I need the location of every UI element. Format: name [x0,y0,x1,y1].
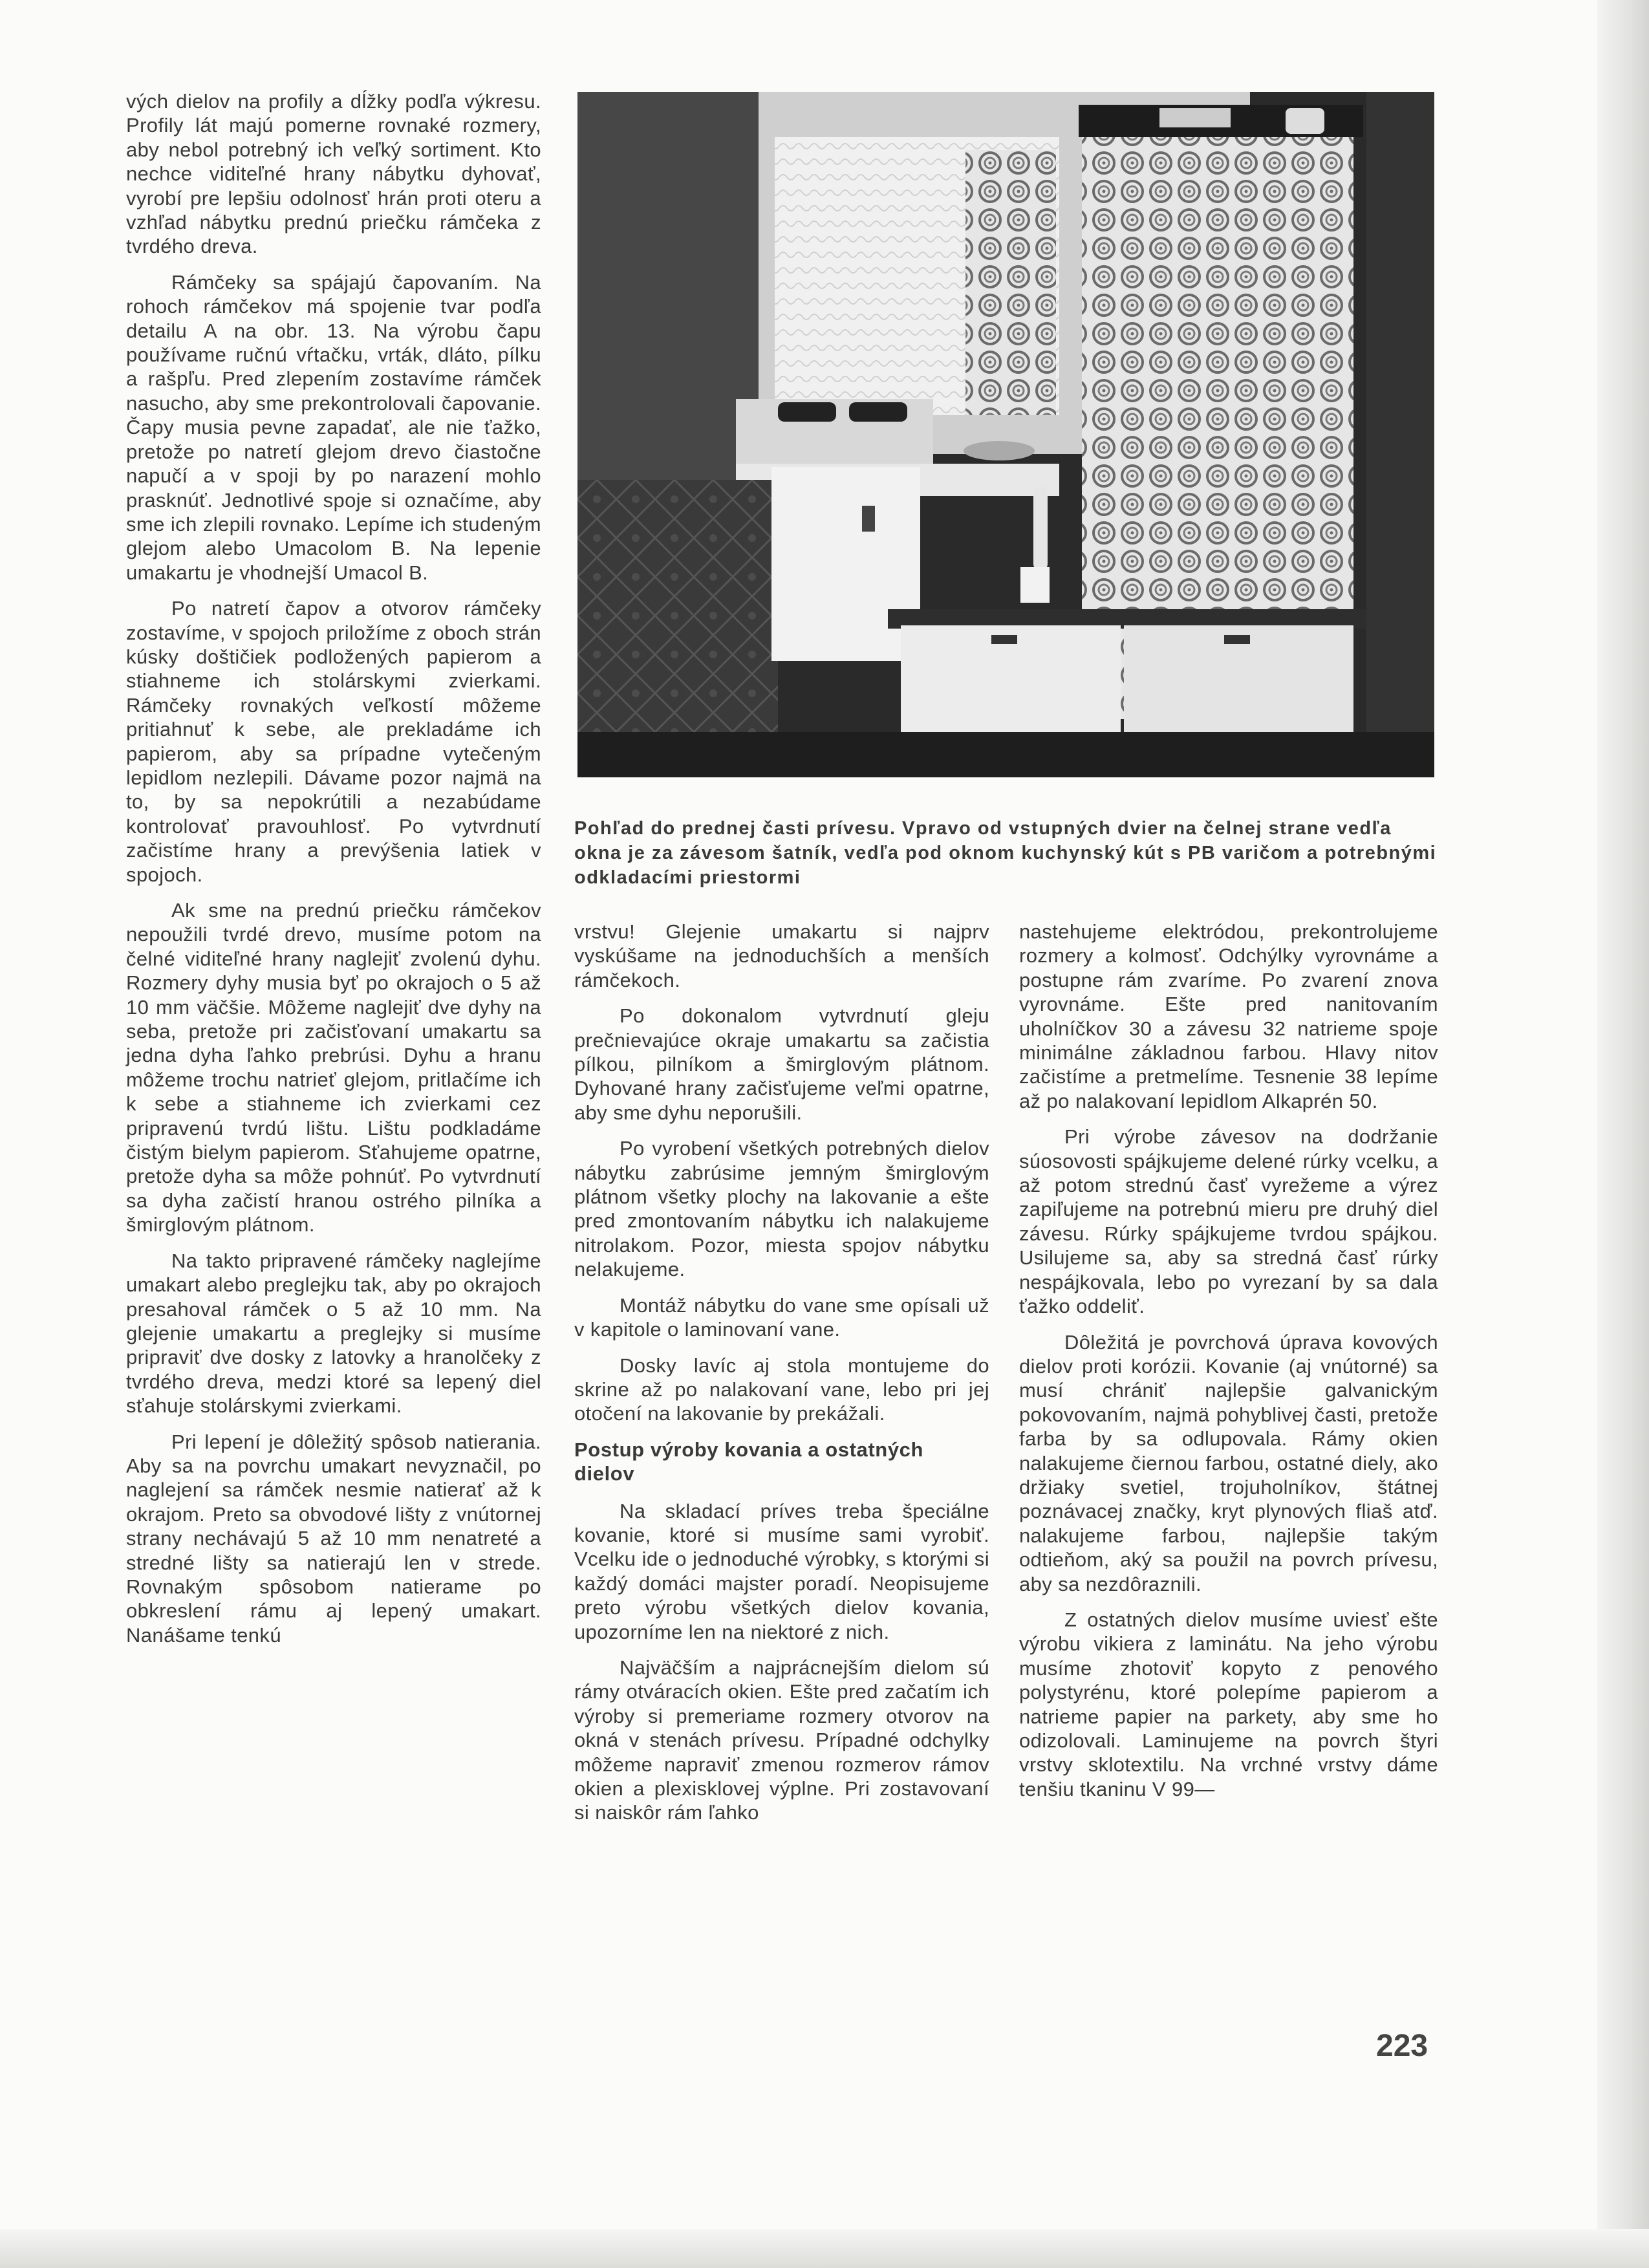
column-right [1019,920,1438,1801]
paragraph: Pri výrobe závesov na dodržanie súosovosti spájkujeme delené rúrky vcelku, a až potom strednú časť vyrežeme a výrez zapiľujeme na potrebnú mieru pre druhý diel závesu. Rúrky spájkujeme tvrdou spájkou. Usilujeme sa, aby sa stredná časť rúrky nespájkovala, lebo po vyrezaní by sa dala ťažko oddeliť. [1019,1125,1438,1318]
photo-caption: Pohľad do prednej časti prívesu. Vpravo od vstupných dvier na čelnej strane vedľa okna je za závesom šatník, vedľa pod oknom kuchynský kút s PB varičom a potrebnými odkladacími priestormi [574,818,1437,888]
paragraph: vých dielov na profily a dĺžky podľa výkresu. Profily lát majú pomerne rovnaké rozmery, aby nebol potrebný ich veľký sortiment. Kto nechce viditeľné hrany nábytku dyhovať, vyrobí pre lepšiu odolnosť hrán proti oteru a vzhľad nábytku prednú priečku rámčeka z tvrdého dreva. [126,90,541,258]
section-heading: Postup výroby kovania a ostatných dielov [574,1438,924,1485]
paragraph: Z ostatných dielov musíme uviesť ešte výrobu vikiera z laminátu. Na jeho výrobu musíme zhotoviť kopyto z penového polystyrénu, ktoré polepíme papierom a natrieme papier na parkety, aby sme ho odizolovali. Laminujeme na povrch štyri vrstvy sklotextilu. Na vrchné vrstvy dáme tenšiu tkaninu V 99— [1019,1608,1438,1800]
column-left [126,89,541,1647]
paragraph: Najväčším a najprácnejším dielom sú rámy otváracích okien. Ešte pred začatím ich výroby si premeriame rozmery otvorov na okná v stenách prívesu. Prípadné odchylky môžeme napraviť zmenou rozmerov rámov okien a plexisklovej výplne. Pri zostavovaní si naiskôr rám ľahko [574,1656,989,1824]
paragraph: Pri lepení je dôležitý spôsob natierania. Aby sa na povrchu umakart nevyznačil, po naglejení sa rámček nesmie natierať až k okrajom. Preto sa obvodové lišty z vnútornej strany nechávajú 5 až 10 mm nenatreté a stredné lišty sa natierajú len v strede. Rovnakým spôsobom natierame po obkreslení rámu aj lepený umakart. Nanášame tenkú [126,1430,541,1647]
paragraph: Na takto pripravené rámčeky naglejíme umakart alebo preglejku tak, aby po okrajoch presahoval rámček o 5 až 10 mm. Na glejenie umakartu a preglejky si musíme pripraviť dve dosky z latovky a hranolčeky z tvrdého dreva, medzi ktoré sa lepený diel sťahuje stolárskymi zvierkami. [126,1249,541,1418]
paragraph: nastehujeme elektródou, prekontrolujeme rozmery a kolmosť. Odchýlky vyrovnáme a postupne rám zvaríme. Po zvarení znova vyrovnáme. Ešte pred nanitovaním uholníčkov 30 a závesu 32 natrieme spoje minimálne základnou farbou. Hlavy nitov začistíme a pretmelíme. Tesnenie 38 lepíme až po nalakovaní lepidlom Alkaprén 50. [1019,920,1438,1112]
paragraph: Montáž nábytku do vane sme opísali už v kapitole o laminovaní vane. [574,1293,989,1341]
page-number: 223 [1376,2029,1428,2063]
paragraph: Na skladací príves treba špeciálne kovanie, ktoré si musíme sami vyrobiť. Vcelku ide o jednoduché výrobky, s ktorými si každý domáci majster poradí. Neopisujeme preto výrobu všetkých dielov kovania, upozorníme len na niektoré z nich. [574,1499,989,1643]
page-bottom-edge [0,2229,1649,2268]
photo-illustration [577,92,1434,777]
paragraph: Dôležitá je povrchová úprava kovových dielov proti korózii. Kovanie (aj vnútorné) sa musí chrániť najlepšie galvanickým pokovovaním, najmä pohyblivej časti, pretože farba by sa odlupovala. Rámy okien nalakujeme čiernou farbou, ostatné diely, ako držiaky svetiel, trojuholníkov, štátnej poznávacej značky, kryt plynových fliaš atď. nalakujeme farbou, najlepšie takým odtieňom, aký sa použil na povrch prívesu, aby sa nezdôraznili. [1019,1330,1438,1595]
column-middle [574,920,989,1825]
paragraph: vrstvu! Glejenie umakartu si najprv vyskúšame na jednoduchších a menších rámčekoch. [574,920,989,991]
paragraph: Po natretí čapov a otvorov rámčeky zostavíme, v spojoch priložíme z oboch strán kúsky doštičiek podložených papierom a stiahneme ich stolárskymi zvierkami. Rámčeky rovnakých veľkostí môžeme pritiahnuť k sebe, ale prekladáme ich papierom, aby sa prípadne vytečeným lepidlom nezlepili. Dávame pozor najmä na to, by sa nepokrútili a nezabúdame kontrolovať pravouhlosť. Po vytvrdnutí začistíme hrany a prevýšenia latiek v spojoch. [126,597,541,886]
page-edge-shadow [1597,0,1649,2268]
paragraph: Po vyrobení všetkých potrebných dielov nábytku zabrúsime jemným šmirglovým plátnom všetky plochy na lakovanie a ešte pred zmontovaním nábytku ich nalakujeme nitrolakom. Pozor, miesta spojov nábytku nelakujeme. [574,1137,989,1281]
paragraph: Rámčeky sa spájajú čapovaním. Na rohoch rámčekov má spojenie tvar podľa detailu A na obr. 13. Na výrobu čapu používame ručnú vŕtačku, vrták, dláto, pílku a rašpľu. Pred zlepením zostavíme rámček nasucho, aby sme prekontrolovali čapovanie. Čapy musia pevne zapadať, ale nie ťažko, pretože po natretí glejom drevo čiastočne napučí a v spoji by po narazení mohlo prasknúť. Jednotlivé spoje si označíme, aby sme ich zlepili rovnako. Lepíme ich studeným glejom alebo Umacolom B. Na lepenie umakartu je vhodnejší Umacol B. [126,270,541,584]
paragraph: Ak sme na prednú priečku rámčekov nepoužili tvrdé drevo, musíme potom na čelné viditeľné hrany naglejiť zvolenú dyhu. Rozmery dyhy musia byť po okrajoch o 5 až 10 mm väčšie. Môžeme naglejiť dve dyhy na seba, pretože pri začisťovaní umakartu sa jedna dyha ľahko prebrúsi. Dyhu a hranu môžeme trochu natrieť glejom, pritlačíme ich k sebe a stiahneme ich zvierkami cez pripravenú tvrdú lištu. Lištu podkladáme čistým bielym papierom. Sťahujeme opatrne, pretože dyha sa môže pohnúť. Po vytvrdnutí sa dyha začistí hranou ostrého pilníka a šmirglovým plátnom. [126,899,541,1237]
paragraph: Dosky lavíc aj stola montujeme do skrine až po nalakovaní vane, lebo pri jej otočení na lakovanie by prekážali. [574,1354,989,1425]
paragraph: Po dokonalom vytvrdnutí gleju prečnievajúce okraje umakartu sa začistia pílkou, pilníkom a šmirglovým plátnom. Dyhované hrany začisťujeme veľmi opatrne, aby sme dyhu neporušili. [574,1004,989,1124]
trailer-interior-photo [577,92,1434,777]
